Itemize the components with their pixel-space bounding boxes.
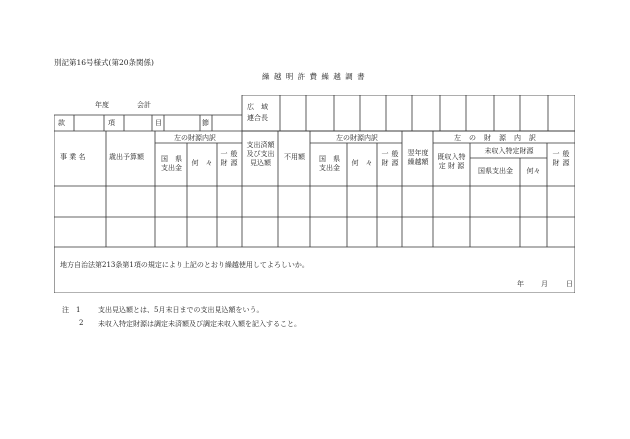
setsu-label: 節 xyxy=(202,119,209,127)
col-project-name: 事 業 名 xyxy=(60,153,86,161)
carryover-form-table xyxy=(54,95,575,293)
note-2-text: 未収入特定財源は調定未済額及び調定未収入額を記入すること。 xyxy=(98,320,301,328)
col-misc-3: 何々 xyxy=(526,167,541,175)
date-year: 年 xyxy=(517,280,524,288)
note-2-label: 2 xyxy=(79,319,84,327)
note-1-label: 注 1 xyxy=(62,306,81,314)
col-misc-2: 何 々 xyxy=(351,159,373,167)
area-label-line2: 連合長 xyxy=(247,114,268,122)
col-general-1: 一 般 財 源 xyxy=(220,150,238,167)
col-unreceived-special: 未収入特定財源 xyxy=(484,147,534,155)
col-funding-header-1: 左の財源内訳 xyxy=(174,134,216,142)
document-title: 繰 越 明 許 費 繰 越 調 書 xyxy=(262,72,366,81)
col-general-2: 一 般 財 源 xyxy=(381,150,399,167)
col-funding-header-2: 左の財源内訳 xyxy=(336,134,378,142)
moku-label: 目 xyxy=(155,119,162,127)
approval-statement: 地方自治法第213条第1項の規定により上記のとおり繰越使用してよろしいか。 xyxy=(60,261,309,269)
note-1-text: 支出見込額とは、5月末日までの支出見込額をいう。 xyxy=(98,306,264,314)
col-general-3: 一 般 財 源 xyxy=(552,150,570,167)
col-funding-header-3: 左 の 財 源 内 訳 xyxy=(454,134,537,142)
col-carryover: 翌年度 繰越額 xyxy=(407,149,429,166)
account-label: 会計 xyxy=(137,101,151,109)
kou-label: 項 xyxy=(108,119,115,127)
area-label-line1: 広 域 xyxy=(247,103,268,111)
col-unused: 不用額 xyxy=(284,153,305,161)
col-expected-spend: 支出済額 及び支出 見込額 xyxy=(246,141,275,167)
col-budget: 歳出予算額 xyxy=(109,153,144,161)
year-label: 年度 xyxy=(95,101,109,109)
col-national-pref-1: 国 県 支出金 xyxy=(161,155,182,172)
col-national-pref-spend: 国県支出金 xyxy=(478,167,513,175)
form-reference: 別記第16号様式(第20条関係) xyxy=(54,58,154,67)
col-misc-1: 何 々 xyxy=(191,159,213,167)
kan-label: 款 xyxy=(58,119,65,127)
date-day: 日 xyxy=(566,280,573,288)
col-national-pref-2: 国 県 支出金 xyxy=(319,155,340,172)
date-month: 月 xyxy=(541,280,548,288)
col-received-special: 既収入特 定 財 源 xyxy=(437,153,466,170)
